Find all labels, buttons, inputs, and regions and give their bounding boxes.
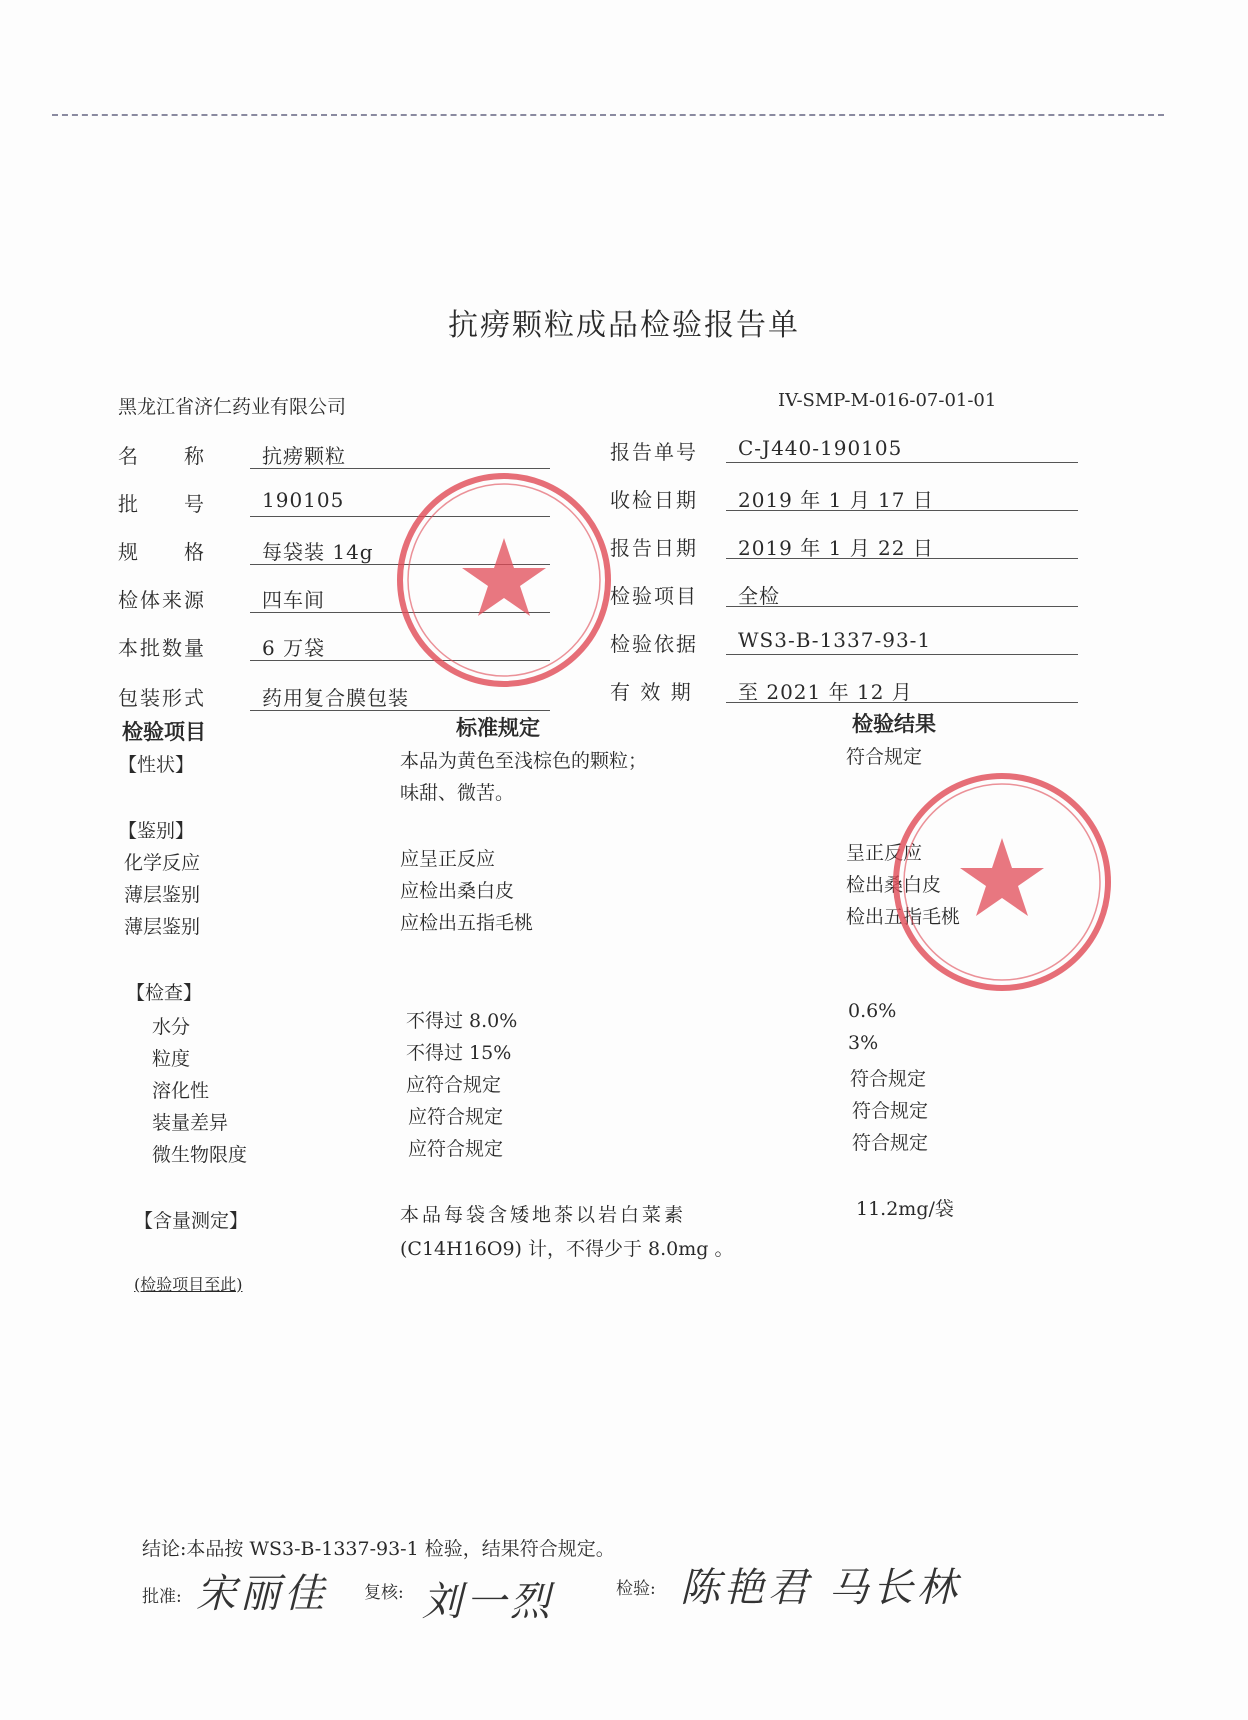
check-item: 微生物限度: [152, 1144, 248, 1166]
page-title: 抗痨颗粒成品检验报告单: [448, 308, 800, 343]
column-header-item: 检验项目: [122, 720, 206, 744]
field-label-name: 名 称: [118, 444, 206, 468]
check-item: 溶化性: [152, 1080, 210, 1102]
field-label-report-date: 报告日期: [610, 536, 698, 560]
check-item: 装量差异: [152, 1112, 229, 1134]
assay-standard-line2: (C14H16O9) 计，不得少于 8.0mg 。: [400, 1238, 734, 1260]
identify-standard: 应检出桑白皮: [400, 880, 515, 902]
check-standard: 不得过 8.0%: [406, 1010, 518, 1032]
check-result: 符合规定: [850, 1068, 927, 1090]
section-checks: 【检查】: [126, 982, 203, 1004]
traits-standard-line2: 味甜、微苦。: [400, 782, 515, 804]
underline: [726, 558, 1078, 559]
field-value-received-date: 2019 年 1 月 17 日: [738, 488, 934, 512]
field-value-spec: 每袋装 14g: [262, 540, 374, 564]
inspect-signature: 陈艳君 马长林: [680, 1565, 961, 1611]
field-value-expiry: 至 2021 年 12 月: [738, 680, 913, 704]
identify-result: 检出桑白皮: [846, 874, 942, 896]
identify-result: 呈正反应: [846, 842, 923, 864]
check-result: 符合规定: [852, 1100, 929, 1122]
column-header-standard: 标准规定: [456, 716, 540, 740]
check-standard: 应符合规定: [408, 1138, 504, 1160]
underline: [726, 606, 1078, 607]
section-traits: 【性状】: [118, 754, 195, 776]
review-signature: 刘一烈: [422, 1579, 554, 1625]
field-value-test-item: 全检: [738, 584, 780, 608]
field-label-packaging: 包装形式: [118, 686, 206, 710]
underline: [726, 462, 1078, 463]
pharmacy-seal-stamp: [888, 768, 1116, 996]
field-value-report-no: C-J440-190105: [738, 436, 903, 460]
field-value-quantity: 6 万袋: [262, 636, 326, 660]
field-label-spec: 规 格: [118, 540, 206, 564]
company-name: 黑龙江省济仁药业有限公司: [118, 396, 347, 418]
underline: [726, 654, 1078, 655]
check-result: 0.6%: [848, 1000, 897, 1022]
end-of-items-note: (检验项目至此): [134, 1275, 243, 1294]
check-standard: 应符合规定: [406, 1074, 502, 1096]
traits-standard-line1: 本品为黄色至浅棕色的颗粒；: [400, 750, 648, 772]
company-seal-stamp: [392, 468, 616, 692]
field-label-test-item: 检验项目: [610, 584, 698, 608]
identify-standard: 应检出五指毛桃: [400, 912, 534, 934]
approve-label: 批准:: [142, 1587, 182, 1607]
field-value-source: 四车间: [262, 588, 325, 612]
column-header-result: 检验结果: [852, 712, 936, 736]
identify-item: 薄层鉴别: [124, 884, 201, 906]
assay-standard-line1: 本品每袋含矮地茶以岩白菜素: [400, 1204, 687, 1226]
inspect-label: 检验:: [616, 1579, 656, 1599]
check-standard: 不得过 15%: [406, 1042, 512, 1064]
top-dashed-border: [52, 114, 1164, 116]
check-standard: 应符合规定: [408, 1106, 504, 1128]
underline: [726, 510, 1078, 511]
field-label-test-basis: 检验依据: [610, 632, 698, 656]
field-label-report-no: 报告单号: [610, 440, 698, 464]
underline: [726, 702, 1078, 703]
field-value-packaging: 药用复合膜包装: [262, 686, 409, 710]
field-label-quantity: 本批数量: [118, 636, 206, 660]
identify-item: 薄层鉴别: [124, 916, 201, 938]
field-label-expiry: 有 效 期: [610, 680, 693, 704]
field-value-name: 抗痨颗粒: [262, 444, 346, 468]
conclusion: 结论:本品按 WS3-B-1337-93-1 检验，结果符合规定。: [142, 1538, 615, 1560]
field-value-batch: 190105: [262, 488, 345, 512]
field-label-source: 检体来源: [118, 588, 206, 612]
field-label-received-date: 收检日期: [610, 488, 698, 512]
underline: [250, 710, 550, 711]
check-item: 水分: [152, 1016, 191, 1038]
field-label-batch: 批 号: [118, 492, 206, 516]
check-result: 符合规定: [852, 1132, 929, 1154]
review-label: 复核:: [364, 1583, 404, 1603]
field-value-test-basis: WS3-B-1337-93-1: [738, 628, 932, 652]
section-assay: 【含量测定】: [134, 1210, 249, 1232]
check-item: 粒度: [152, 1048, 191, 1070]
section-identification: 【鉴别】: [118, 820, 195, 842]
assay-result: 11.2mg/袋: [856, 1198, 954, 1220]
identify-standard: 应呈正反应: [400, 848, 496, 870]
approve-signature: 宋丽佳: [196, 1571, 328, 1617]
traits-result: 符合规定: [846, 746, 923, 768]
identify-item: 化学反应: [124, 852, 201, 874]
document-code: IV-SMP-M-016-07-01-01: [778, 390, 997, 411]
identify-result: 检出五指毛桃: [846, 906, 961, 928]
field-value-report-date: 2019 年 1 月 22 日: [738, 536, 934, 560]
check-result: 3%: [848, 1032, 879, 1054]
